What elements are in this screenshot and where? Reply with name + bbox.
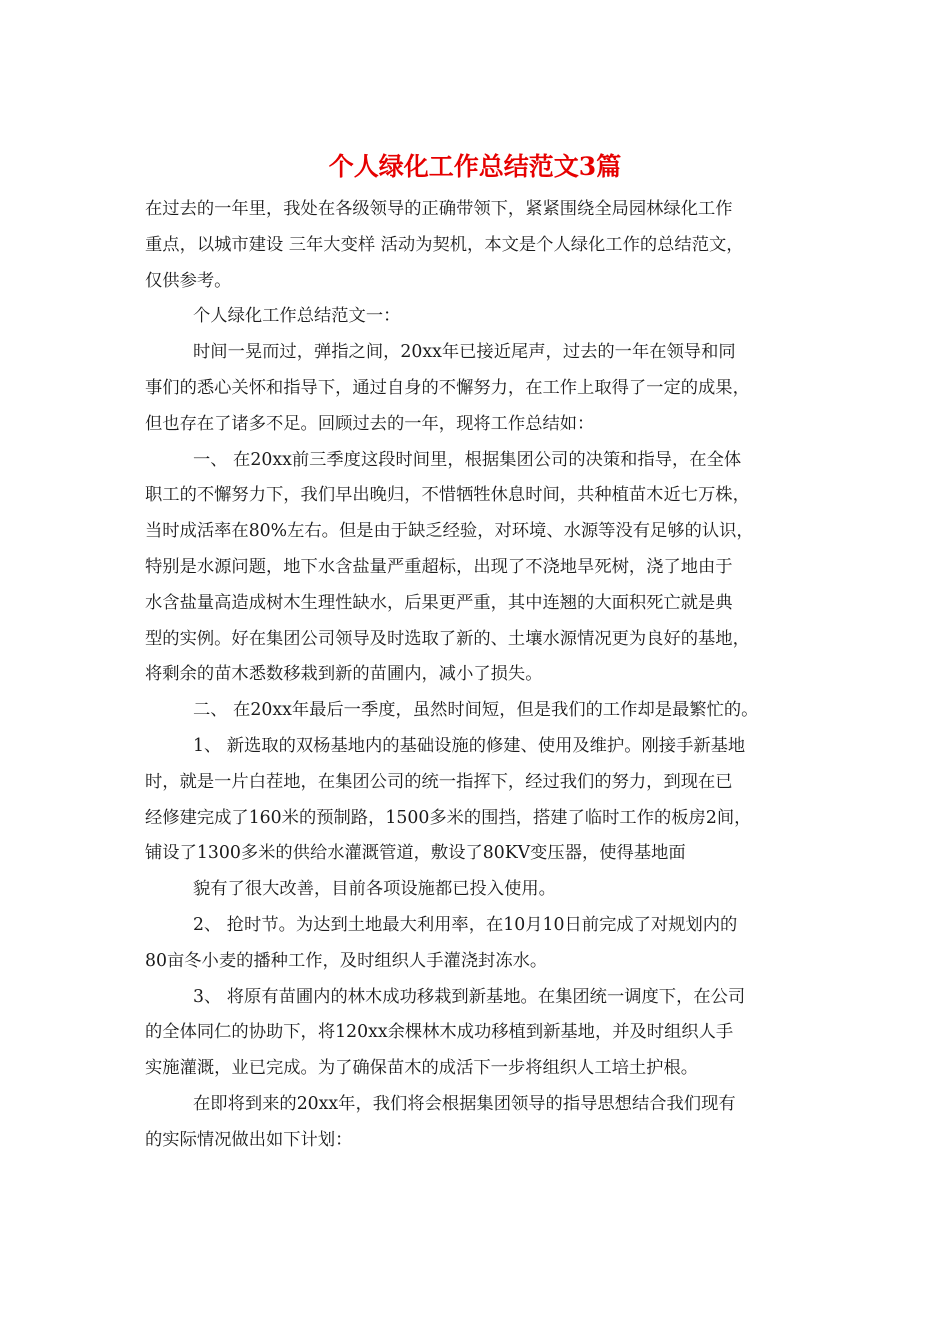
body-line: 将剩余的苗木悉数移栽到新的苗圃内，减小了损失。 (145, 664, 543, 685)
body-line: 3、 将原有苗圃内的林木成功移栽到新基地。在集团统一调度下，在公司 (193, 986, 746, 1007)
body-line: 仅供参考。 (145, 270, 232, 291)
document-title: 个人绿化工作总结范文3篇 (328, 152, 622, 181)
body-line: 铺设了1300多米的供给水灌溉管道，敷设了80KV变压器，使得基地面 (145, 843, 686, 864)
body-line: 二、 在20xx年最后一季度，虽然时间短，但是我们的工作却是最繁忙的。 (193, 700, 759, 721)
body-line: 1、 新选取的双杨基地内的基础设施的修建、使用及维护。刚接手新基地 (193, 735, 746, 756)
body-line: 在即将到来的20xx年，我们将会根据集团领导的指导思想结合我们现有 (193, 1093, 736, 1114)
body-line: 时，就是一片白茬地，在集团公司的统一指挥下，经过我们的努力，到现在已 (145, 771, 733, 792)
body-line: 但也存在了诸多不足。回顾过去的一年，现将工作总结如： (145, 413, 595, 434)
document-body (145, 192, 825, 1159)
body-line: 一、 在20xx前三季度这段时间里，根据集团公司的决策和指导，在全体 (193, 449, 742, 470)
body-line: 2、 抢时节。为达到土地最大利用率，在10月10日前完成了对规划内的 (193, 914, 738, 935)
body-line: 型的实例。好在集团公司领导及时选取了新的、土壤水源情况更为良好的基地， (145, 628, 750, 649)
body-line: 事们的悉心关怀和指导下，通过自身的不懈努力，在工作上取得了一定的成果， (145, 377, 750, 398)
body-line: 的实际情况做出如下计划： (145, 1129, 353, 1150)
body-line: 80亩冬小麦的播种工作，及时组织人手灌浇封冻水。 (145, 950, 548, 971)
body-line: 经修建完成了160米的预制路，1500多米的围挡，搭建了临时工作的板房2间， (145, 807, 752, 828)
body-line: 重点，以城市建设 三年大变样 活动为契机，本文是个人绿化工作的总结范文， (145, 234, 744, 255)
body-line: 在过去的一年里，我处在各级领导的正确带领下，紧紧围绕全局园林绿化工作 (145, 199, 733, 219)
body-line: 实施灌溉，业已完成。为了确保苗木的成活下一步将组织人工培土护根。 (145, 1058, 699, 1079)
body-line: 特别是水源问题，地下水含盐量严重超标，出现了不浇地旱死树，浇了地由于 (145, 556, 733, 577)
body-line: 职工的不懈努力下，我们早出晚归，不惜牺牲休息时间，共种植苗木近七万株， (145, 485, 750, 506)
body-line: 时间一晃而过，弹指之间，20xx年已接近尾声，过去的一年在领导和同 (193, 342, 736, 363)
body-line: 貌有了很大改善，目前各项设施都已投入使用。 (193, 879, 556, 900)
body-line: 当时成活率在80%左右。但是由于缺乏经验，对环境、水源等没有足够的认识， (145, 521, 754, 542)
body-line: 水含盐量高造成树木生理性缺水，后果更严重，其中连翘的大面积死亡就是典 (145, 592, 733, 613)
body-line: 的全体同仁的协助下，将120xx余棵林木成功移植到新基地，并及时组织人手 (145, 1022, 734, 1043)
body-line: 个人绿化工作总结范文一： (193, 306, 401, 327)
